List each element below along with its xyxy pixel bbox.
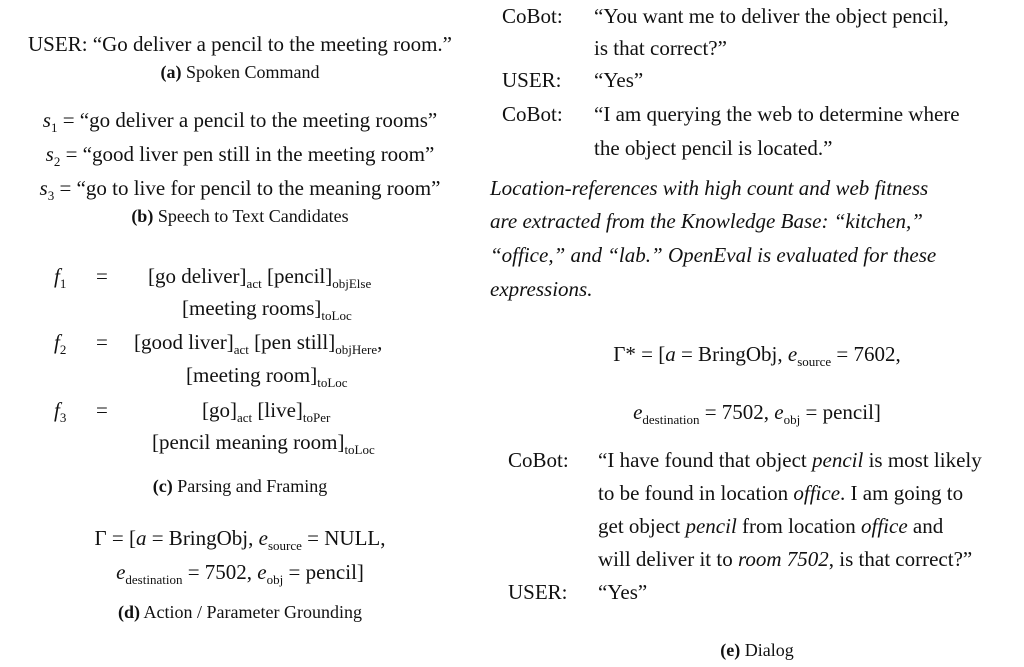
frame-idx: 3: [59, 410, 67, 425]
source-sub: source: [797, 354, 832, 369]
dialog-text: get object: [598, 514, 686, 538]
destination-sub: destination: [125, 572, 183, 587]
dialog-emph: room 7502: [737, 547, 829, 571]
dialog-emph: pencil: [685, 514, 737, 538]
note-line: Location-references with high count and web fitness: [490, 176, 929, 200]
frame-f2-var: [54, 330, 66, 355]
dialog-text: to be found in location: [598, 481, 794, 505]
dialog-line: “Yes”: [594, 68, 644, 92]
spoken-command: USER: “Go deliver a pencil to the meeting room.”: [28, 32, 452, 56]
note-line: expressions.: [490, 277, 593, 301]
caption-a-text: Spoken Command: [181, 62, 320, 82]
candidate-var: s: [45, 142, 54, 166]
caption-b: [0, 206, 480, 227]
dialog-text: will deliver it to: [598, 547, 738, 571]
obj-sub: obj: [783, 412, 801, 427]
entity-var: e: [633, 400, 643, 424]
frame-f2-eq: =: [96, 330, 108, 354]
frame-var: f: [54, 330, 60, 354]
caption-c-text: Parsing and Framing: [172, 476, 328, 496]
dialog-line: [598, 547, 972, 572]
dialog-speaker: USER:: [508, 580, 568, 604]
action-var: a: [135, 526, 147, 550]
dialog-speaker: CoBot:: [508, 448, 569, 472]
caption-e-letter: (e): [720, 640, 741, 660]
frame-token: [meeting rooms]: [182, 296, 322, 320]
frame-token: [meeting room]: [186, 363, 318, 387]
caption-c: [0, 476, 480, 497]
frame-var: f: [54, 398, 60, 422]
action-var: a: [665, 342, 676, 366]
frame-tag: act: [246, 276, 262, 291]
caption-e-text: Dialog: [740, 640, 794, 660]
caption-d: [0, 602, 480, 623]
frame-token: [go]: [202, 398, 237, 422]
candidate-s2: [0, 142, 480, 167]
dialog-text: , is that correct?”: [828, 547, 973, 571]
dialog-text: and: [907, 514, 944, 538]
candidate-s1: [0, 108, 480, 133]
frame-tag: objElse: [332, 276, 372, 291]
frame-f3-line1: [202, 398, 330, 423]
obj-sub: obj: [266, 572, 284, 587]
caption-c-letter: (c): [152, 476, 173, 496]
dialog-line: “You want me to deliver the object pencil,: [594, 4, 949, 28]
candidate-idx: 3: [47, 188, 55, 203]
action-value: = BringObj,: [675, 342, 788, 366]
dialog-line: [598, 448, 982, 473]
frame-f3-eq: =: [96, 398, 108, 422]
dialog-speaker: CoBot:: [502, 4, 563, 28]
frame-tag: toLoc: [317, 375, 348, 390]
dialog-text: from location: [736, 514, 861, 538]
frame-tag: act: [233, 342, 249, 357]
obj-value: = pencil]: [800, 400, 881, 424]
candidate-idx: 2: [53, 154, 61, 169]
dialog-speaker: CoBot:: [502, 102, 563, 126]
note-line: are extracted from the Knowledge Base: “kitchen,”: [490, 209, 923, 233]
note-line: “office,” and “lab.” OpenEval is evaluated for these: [490, 243, 937, 267]
frame-tag: toLoc: [321, 308, 352, 323]
frame-token: [pencil]: [261, 264, 333, 288]
frame-token: ,: [377, 330, 383, 354]
source-sub: source: [267, 538, 302, 553]
candidate-idx: 1: [50, 120, 58, 135]
frame-f3-var: [54, 398, 66, 423]
candidate-text: = “go to live for pencil to the meaning room”: [54, 176, 441, 200]
frame-idx: 1: [59, 276, 67, 291]
caption-e: [490, 640, 1024, 661]
destination-value: = 7502,: [182, 560, 258, 584]
dialog-speaker: USER:: [502, 68, 562, 92]
candidate-var: s: [39, 176, 48, 200]
grounding-star-line1: [490, 342, 1024, 367]
dialog-line: is that correct?”: [594, 36, 727, 60]
dialog-text: . I am going to: [840, 481, 964, 505]
obj-value: = pencil]: [283, 560, 364, 584]
frame-f1-line2: [182, 296, 352, 321]
frame-f2-line2: [186, 363, 348, 388]
dialog-line: “Yes”: [598, 580, 648, 604]
action-value: = BringObj,: [146, 526, 259, 550]
candidate-var: s: [42, 108, 51, 132]
dialog-line: the object pencil is located.”: [594, 136, 833, 160]
caption-d-letter: (d): [118, 602, 141, 622]
frame-tag: act: [237, 410, 253, 425]
frame-f1-var: [54, 264, 66, 289]
caption-d-text: Action / Parameter Grounding: [140, 602, 362, 622]
candidate-text: = “go deliver a pencil to the meeting rooms”: [57, 108, 438, 132]
caption-b-letter: (b): [131, 206, 154, 226]
frame-idx: 2: [59, 342, 67, 357]
caption-b-text: Speech to Text Candidates: [153, 206, 349, 226]
grounding-line1: [0, 526, 480, 551]
frame-token: [pencil meaning room]: [152, 430, 345, 454]
dialog-line: “I am querying the web to determine where: [594, 102, 960, 126]
source-value: = NULL,: [301, 526, 386, 550]
caption-a-letter: (a): [160, 62, 182, 82]
entity-var: e: [258, 526, 268, 550]
frame-tag: toPer: [302, 410, 331, 425]
frame-token: [live]: [252, 398, 303, 422]
destination-value: = 7502,: [699, 400, 775, 424]
dialog-line: [598, 481, 963, 506]
frame-f1-eq: =: [96, 264, 108, 288]
frame-var: f: [54, 264, 60, 288]
candidate-text: = “good liver pen still in the meeting room”: [60, 142, 435, 166]
dialog-text: is most likely: [863, 448, 982, 472]
entity-var: e: [116, 560, 126, 584]
caption-a: [0, 62, 480, 83]
frame-token: [pen still]: [248, 330, 336, 354]
entity-var: e: [774, 400, 784, 424]
frame-token: [good liver]: [134, 330, 234, 354]
candidate-s3: [0, 176, 480, 201]
frame-tag: toLoc: [344, 442, 375, 457]
grounding-star-line2: [490, 400, 1024, 425]
destination-sub: destination: [642, 412, 700, 427]
entity-var: e: [787, 342, 798, 366]
dialog-text: “I have found that object: [598, 448, 812, 472]
frame-token: [go deliver]: [148, 264, 247, 288]
gamma-star-symbol: Γ* = [: [613, 342, 666, 366]
dialog-emph: office: [793, 481, 841, 505]
frame-f2-line1: [134, 330, 382, 355]
dialog-line: [598, 514, 943, 539]
frame-f3-line2: [152, 430, 375, 455]
entity-var: e: [257, 560, 267, 584]
source-value: = 7602,: [831, 342, 901, 366]
frame-f1-line1: [148, 264, 371, 289]
gamma-symbol: Γ = [: [94, 526, 136, 550]
dialog-emph: pencil: [812, 448, 864, 472]
frame-tag: objHere: [335, 342, 378, 357]
grounding-line2: [0, 560, 480, 585]
dialog-emph: office: [861, 514, 908, 538]
